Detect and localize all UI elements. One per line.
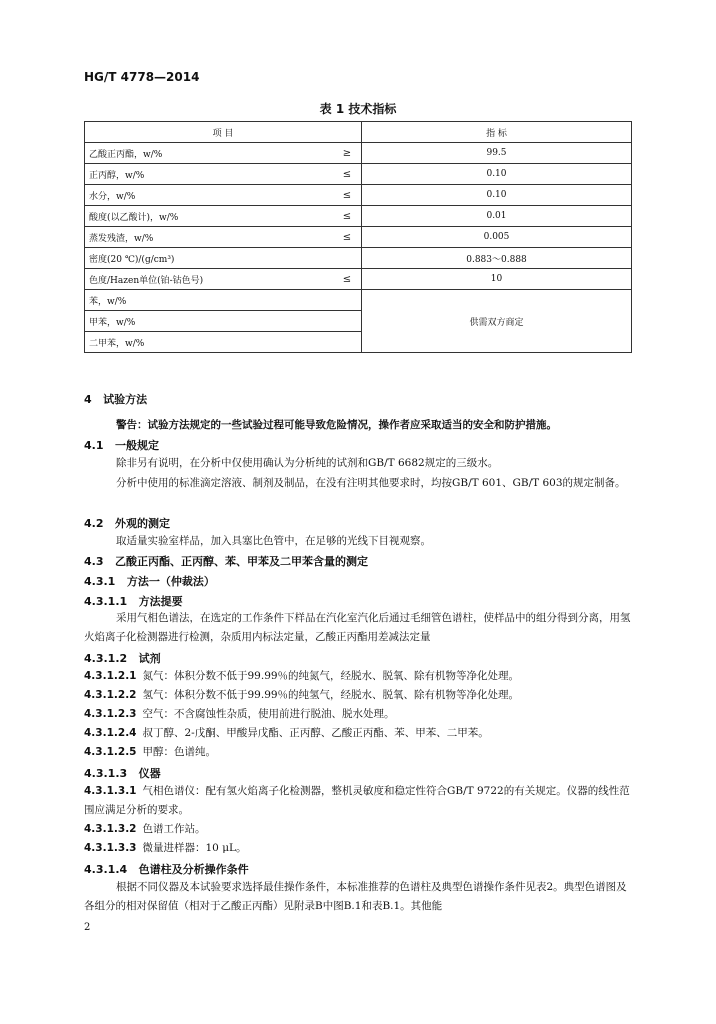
paragraph: 根据不同仪器及本试验要求选择最佳操作条件，本标准推荐的色谱柱及典型色谱操作条件见表2。典型色谱图及各组分的相对保留值（相对于乙酸正丙酯）见附录B中图B.1和表B.1。其他能 — [84, 881, 627, 912]
table-row: 蒸发残渣，w/% ≤ 0.005 — [85, 227, 632, 248]
list-item: 4.3.1.2.4 叔丁醇、2-戊酮、甲酸异戊酯、正丙醇、乙酸正丙酯、苯、甲苯、二甲苯。 — [84, 727, 489, 739]
paragraph: 分析中使用的标准滴定溶液、制剂及制品，在没有注明其他要求时，均按GB/T 601、GB/T 603的规定制备。 — [116, 477, 626, 489]
section-4-3-heading: 4.3 乙酸正丙酯、正丙醇、苯、甲苯及二甲苯含量的测定 — [84, 555, 368, 568]
table-row: 水分，w/% ≤ 0.10 — [85, 185, 632, 206]
table-row: 苯，w/% 供需双方商定 — [85, 290, 632, 311]
table-row: 正丙醇，w/% ≤ 0.10 — [85, 164, 632, 185]
section-4-3-1-3-heading: 4.3.1.3 仪器 — [84, 767, 161, 780]
document-code: HG/T 4778—2014 — [84, 70, 200, 84]
list-item: 4.3.1.2.2 氢气：体积分数不低于99.99％的纯氢气，经脱水、脱氧、除有机物等净化处理。 — [84, 689, 520, 701]
list-item: 4.3.1.3.3 微量进样器：10 μL。 — [84, 842, 247, 854]
page-number: 2 — [84, 922, 91, 933]
section-4-3-1-4-heading: 4.3.1.4 色谱柱及分析操作条件 — [84, 863, 249, 876]
list-item: 4.3.1.3.1 气相色谱仪：配有氢火焰离子化检测器，整机灵敏度和稳定性符合GB/T 9722的有关规定。仪器的线性范围应满足分析的要求。 — [84, 785, 630, 816]
paragraph: 采用气相色谱法，在选定的工作条件下样品在汽化室汽化后通过毛细管色谱柱，使样品中的组分得到分离，用氢火焰离子化检测器进行检测，杂质用内标法定量，乙酸正丙酯用差减法定量 — [84, 612, 631, 643]
section-4-3-1-heading: 4.3.1 方法一（仲裁法） — [84, 575, 215, 588]
list-item: 4.3.1.3.2 色谱工作站。 — [84, 823, 206, 835]
table-caption: 表 1 技术指标 — [319, 102, 397, 116]
section-4-2-heading: 4.2 外观的测定 — [84, 517, 170, 530]
table-row: 甲苯，w/% — [85, 311, 632, 332]
table-row: 二甲苯，w/% — [85, 332, 632, 353]
section-4-1-heading: 4.1 一般规定 — [84, 439, 159, 452]
col-header-value: 指 标 — [362, 122, 632, 143]
paragraph: 取适量实验室样品，加入具塞比色管中，在足够的光线下目视观察。 — [116, 535, 431, 547]
list-item: 4.3.1.2.3 空气：不含腐蚀性杂质，使用前进行脱油、脱水处理。 — [84, 708, 395, 720]
warning-text: 警告：试验方法规定的一些试验过程可能导致危险情况，操作者应采取适当的安全和防护措施。 — [116, 419, 557, 431]
list-item: 4.3.1.2.1 氮气：体积分数不低于99.99％的纯氮气，经脱水、脱氧、除有机物等净化处理。 — [84, 670, 520, 682]
section-4-heading: 4 试验方法 — [84, 393, 148, 406]
table-row: 酸度(以乙酸计)，w/% ≤ 0.01 — [85, 206, 632, 227]
table-header-row — [85, 122, 632, 143]
paragraph: 除非另有说明，在分析中仅使用确认为分析纯的试剂和GB/T 6682规定的三级水。 — [116, 457, 499, 469]
spec-table — [84, 121, 632, 353]
section-4-3-1-1-heading: 4.3.1.1 方法提要 — [84, 595, 183, 608]
table-row: 密度(20 ℃)/(g/cm³) 0.883～0.888 — [85, 248, 632, 269]
section-4-3-1-2-heading: 4.3.1.2 试剂 — [84, 652, 161, 665]
col-header-item: 项 目 — [85, 122, 362, 143]
table-row: 乙酸正丙酯，w/% ≥ 99.5 — [85, 143, 632, 164]
table-row: 色度/Hazen单位(铂-钴色号) ≤ 10 — [85, 269, 632, 290]
merged-value-cell: 供需双方商定 — [362, 290, 632, 353]
list-item: 4.3.1.2.5 甲醇：色谱纯。 — [84, 746, 216, 758]
